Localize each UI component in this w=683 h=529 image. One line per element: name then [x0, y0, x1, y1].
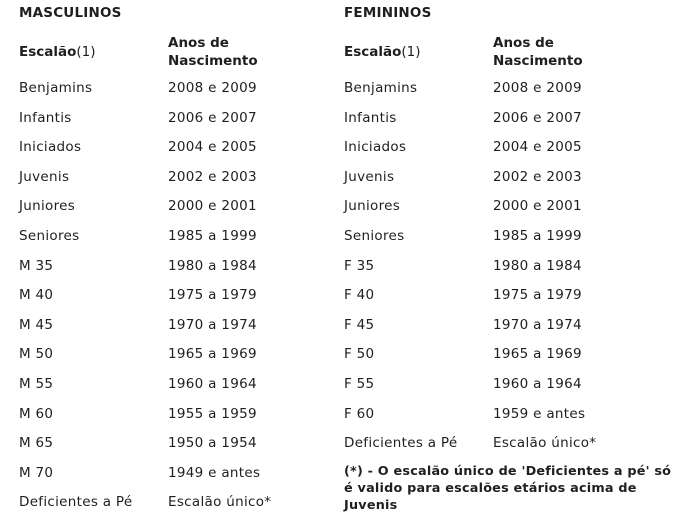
anos-cell: 2006 e 2007	[493, 109, 582, 126]
table-row	[19, 465, 339, 495]
anos-cell: 1949 e antes	[168, 464, 261, 481]
femininos-header-escalao-suffix: (1)	[401, 44, 421, 60]
anos-cell: 2006 e 2007	[168, 109, 257, 126]
escalao-cell: Seniores	[344, 227, 405, 244]
table-row	[19, 169, 339, 199]
escalao-cell: Infantis	[344, 109, 397, 126]
escalao-cell: F 60	[344, 405, 375, 422]
escalao-cell: F 45	[344, 316, 375, 333]
table-row	[19, 258, 339, 288]
table-row	[19, 376, 339, 406]
femininos-table	[344, 80, 679, 465]
masculinos-header-anos-line2: Nascimento	[168, 53, 258, 69]
deficientes-footnote: (*) - O escalão único de 'Deficientes a pé' só é valido para escalões etários acima de Juvenis	[344, 464, 672, 513]
anos-cell: Escalão único*	[168, 494, 272, 511]
escalao-cell: F 40	[344, 287, 375, 304]
anos-cell: 1965 a 1969	[493, 346, 582, 363]
table-row	[344, 169, 679, 199]
table-row	[344, 139, 679, 169]
anos-cell: 1975 a 1979	[493, 287, 582, 304]
anos-cell: 2008 e 2009	[168, 80, 257, 96]
anos-cell: 1960 a 1964	[493, 375, 582, 392]
anos-cell: 2008 e 2009	[493, 80, 582, 96]
table-row	[19, 287, 339, 317]
table-row	[19, 198, 339, 228]
femininos-header-escalao	[344, 44, 421, 60]
escalao-cell: M 50	[19, 346, 54, 363]
masculinos-header-anos-line1: Anos de	[168, 35, 229, 51]
anos-cell: 1965 a 1969	[168, 346, 257, 363]
masculinos-title: MASCULINOS	[19, 5, 122, 21]
anos-cell: 2002 e 2003	[493, 168, 582, 185]
table-row	[19, 317, 339, 347]
escalao-cell: Juniores	[344, 198, 401, 215]
escalao-cell: Deficientes a Pé	[344, 435, 458, 452]
table-row	[19, 406, 339, 436]
anos-cell: 1970 a 1974	[168, 316, 257, 333]
escalao-cell: Seniores	[19, 227, 80, 244]
table-row	[344, 406, 679, 436]
table-row	[19, 139, 339, 169]
table-row	[344, 80, 679, 110]
femininos-header-escalao-label: Escalão	[344, 44, 402, 60]
masculinos-header-escalao-suffix: (1)	[76, 44, 96, 60]
escalao-cell: Benjamins	[19, 80, 93, 96]
escalao-cell: Juvenis	[344, 168, 395, 185]
anos-cell: 1970 a 1974	[493, 316, 582, 333]
anos-cell: 2004 e 2005	[168, 139, 257, 156]
escalao-cell: Iniciados	[344, 139, 407, 156]
anos-cell: 1950 a 1954	[168, 435, 257, 452]
femininos-header-anos	[493, 34, 583, 70]
table-row	[344, 258, 679, 288]
masculinos-header-escalao-label: Escalão	[19, 44, 77, 60]
escalao-cell: F 55	[344, 375, 375, 392]
anos-cell: 1985 a 1999	[493, 227, 582, 244]
table-row	[344, 287, 679, 317]
masculinos-table	[19, 80, 339, 524]
table-row	[344, 435, 679, 465]
escalao-cell: M 60	[19, 405, 54, 422]
anos-cell: 1955 a 1959	[168, 405, 257, 422]
escalao-cell: Benjamins	[344, 80, 418, 96]
escalao-cell: M 65	[19, 435, 54, 452]
table-row	[344, 198, 679, 228]
table-row	[19, 346, 339, 376]
anos-cell: 1985 a 1999	[168, 227, 257, 244]
table-row	[19, 435, 339, 465]
table-row	[344, 110, 679, 140]
escalao-cell: Iniciados	[19, 139, 82, 156]
masculinos-header-anos	[168, 34, 258, 70]
femininos-header-anos-line1: Anos de	[493, 35, 554, 51]
escalao-cell: Deficientes a Pé	[19, 494, 133, 511]
masculinos-header-escalao	[19, 44, 96, 60]
anos-cell: 2000 e 2001	[493, 198, 582, 215]
table-row	[19, 228, 339, 258]
escalao-cell: F 50	[344, 346, 375, 363]
table-row	[19, 494, 339, 524]
anos-cell: 1959 e antes	[493, 405, 586, 422]
anos-cell: 2004 e 2005	[493, 139, 582, 156]
anos-cell: 2000 e 2001	[168, 198, 257, 215]
escalao-cell: M 55	[19, 375, 54, 392]
escalao-cell: M 70	[19, 464, 54, 481]
anos-cell: 1980 a 1984	[493, 257, 582, 274]
table-row	[344, 317, 679, 347]
escalao-cell: Infantis	[19, 109, 72, 126]
table-row	[19, 110, 339, 140]
table-row	[19, 80, 339, 110]
table-row	[344, 376, 679, 406]
escalao-cell: F 35	[344, 257, 375, 274]
femininos-header-anos-line2: Nascimento	[493, 53, 583, 69]
anos-cell: 1980 a 1984	[168, 257, 257, 274]
escalao-cell: Juniores	[19, 198, 76, 215]
anos-cell: 2002 e 2003	[168, 168, 257, 185]
table-row	[344, 346, 679, 376]
escalao-cell: M 40	[19, 287, 54, 304]
escalao-cell: M 35	[19, 257, 54, 274]
anos-cell: 1975 a 1979	[168, 287, 257, 304]
femininos-title: FEMININOS	[344, 5, 432, 21]
anos-cell: 1960 a 1964	[168, 375, 257, 392]
table-row	[344, 228, 679, 258]
escalao-cell: M 45	[19, 316, 54, 333]
anos-cell: Escalão único*	[493, 435, 597, 452]
escalao-cell: Juvenis	[19, 168, 70, 185]
